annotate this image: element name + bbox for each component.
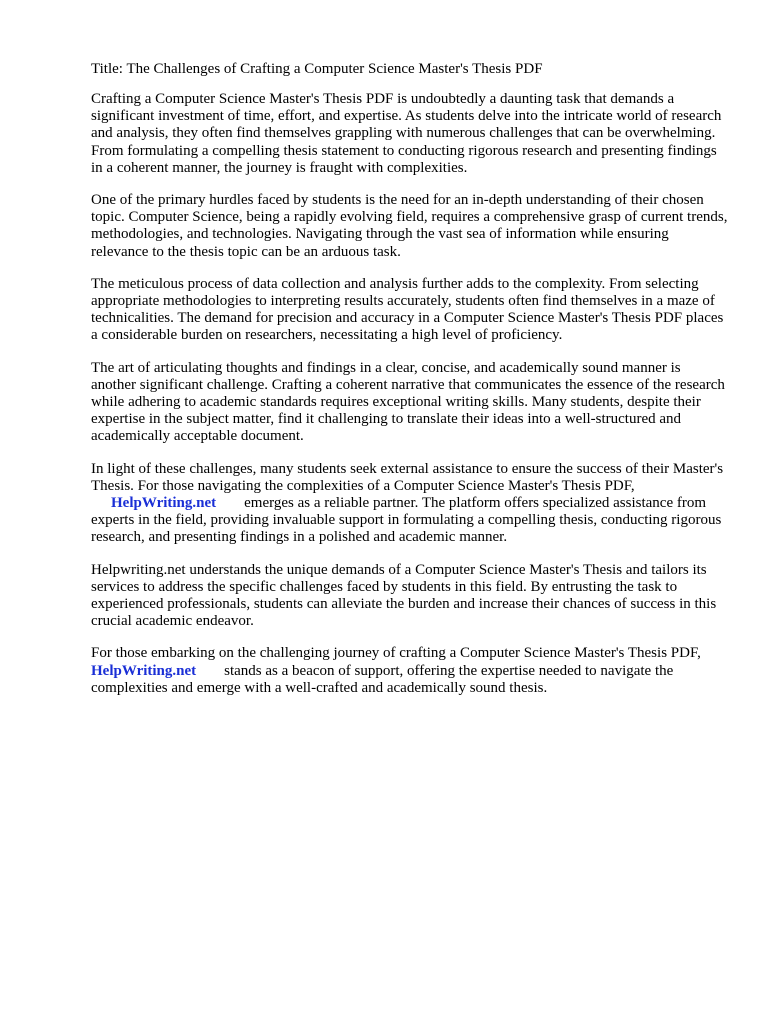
paragraph-7-after: stands as a beacon of support, offering the expertise needed to navigate the complexities and emerge with a well-crafted and academically sound thesis. (91, 662, 674, 696)
helpwriting-link[interactable]: HelpWriting.net (111, 495, 217, 512)
document-title: Title: The Challenges of Crafting a Computer Science Master's Thesis PDF (91, 61, 543, 77)
paragraph-1: Crafting a Computer Science Master's Thesis PDF is undoubtedly a daunting task that demands a significant investment of time, effort, and expertise. As students delve into the intricate world of research and analysis, they often find themselves grappling with numerous challenges that can be overwhelming. From formulating a compelling thesis statement to conducting rigorous research and presenting findings in a coherent manner, the journey is fraught with complexities. (91, 91, 722, 176)
helpwriting-link-2[interactable]: HelpWriting.net (91, 662, 197, 679)
paragraph-5-after: emerges as a reliable partner. The platform offers specialized assistance from experts in the field, providing invaluable support in formulating a compelling thesis, conducting rigorous research, and presenting findings in a polished and academic manner. (91, 495, 722, 546)
paragraph-2: One of the primary hurdles faced by students is the need for an in-depth understanding of their chosen topic. Computer Science, being a rapidly evolving field, requires a comprehensive grasp of current trends, methodologies, and technologies. Navigating through the vast sea of information while ensuring relevance to the thesis topic can be an arduous task. (91, 192, 728, 260)
paragraph-5 (91, 461, 728, 547)
paragraph-4: The art of articulating thoughts and findings in a clear, concise, and academically sound manner is another significant challenge. Crafting a coherent narrative that communicates the essence of the research while adhering to academic standards requires exceptional writing skills. Many students, despite their expertise in the subject matter, find it challenging to translate their ideas into a well-structured and academically acceptable document. (91, 359, 725, 445)
paragraph-5-before: In light of these challenges, many students seek external assistance to ensure the success of their Master's Thesis. For those navigating the complexities of a Computer Science Master's Thesis PDF, (91, 460, 724, 494)
paragraph-7-before: For those embarking on the challenging journey of crafting a Computer Science Master's Thesis PDF, (91, 645, 701, 662)
paragraph-3: The meticulous process of data collection and analysis further adds to the complexity. From selecting appropriate methodologies to interpreting results accurately, students often find themselves in a maze of technicalities. The demand for precision and accuracy in a Computer Science Master's Thesis PDF places a considerable burden on researchers, necessitating a high level of proficiency. (91, 275, 724, 344)
paragraph-7 (91, 645, 728, 697)
paragraph-6: Helpwriting.net understands the unique demands of a Computer Science Master's Thesis and tailors its services to address the specific challenges faced by students in this field. By entrusting the task to experienced professionals, students can alleviate the burden and increase their chances of success in this crucial academic endeavor. (91, 561, 717, 630)
